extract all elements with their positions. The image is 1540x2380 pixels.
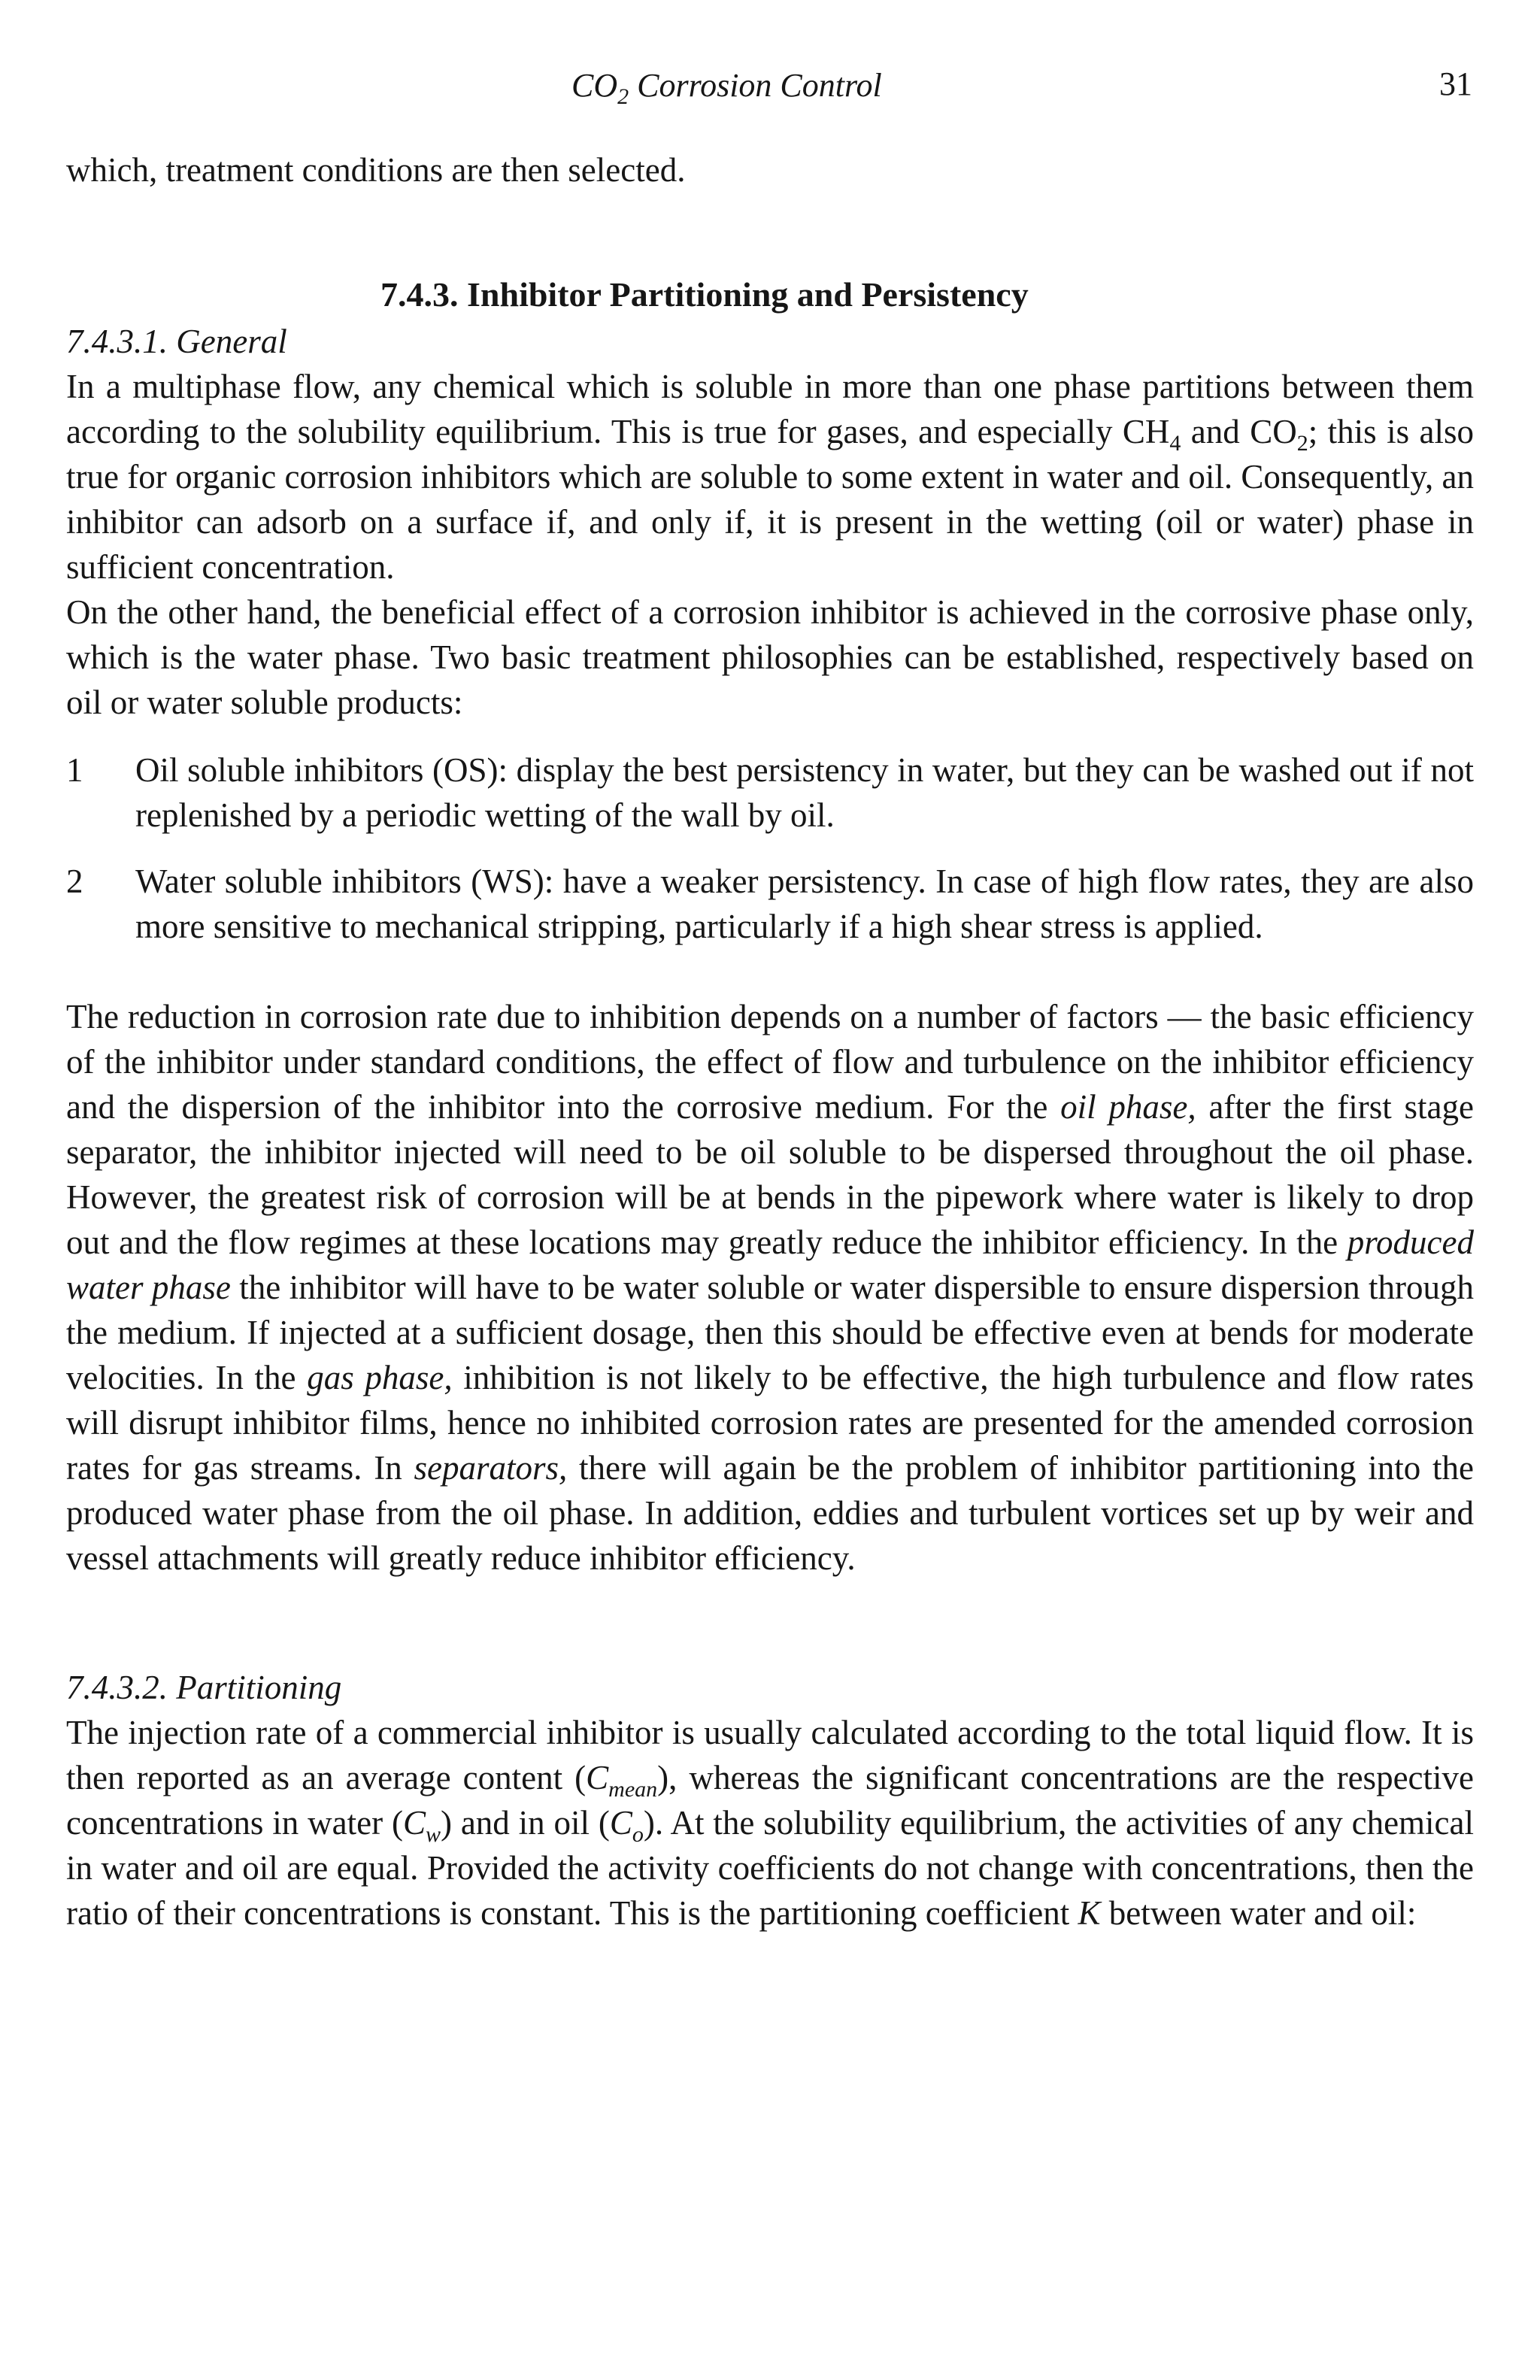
list-number: 2 [66, 863, 83, 900]
general-paragraph-2: On the other hand, the beneficial effect of a corrosion inhibitor is achieved in the corrosive phase only, which is the water phase. Two basic treatment philosophies can be established, respectively based on oil or water soluble products: [66, 593, 1474, 721]
section-heading: 7.4.3. Inhibitor Partitioning and Persistency [380, 275, 1029, 314]
list-item [66, 747, 1474, 838]
treatment-list [66, 747, 1474, 949]
page-content [66, 147, 1474, 1936]
partitioning-heading: 7.4.3.2. Partitioning [66, 1669, 342, 1706]
running-title-subscript: 2 [617, 83, 629, 109]
intro-line: which, treatment conditions are then selected. [66, 151, 686, 189]
general-paragraph-1: In a multiphase flow, any chemical which is soluble in more than one phase partitions between them according to the solubility equilibrium. This is true for gases, and especially $CH_4$ and $CO_2$; this is also true for organic corrosion inhibitors which are soluble to some extent in water and oil. Consequently, an inhibitor can adsorb on a surface if, and only if, it is present in the wetting (oil or water) phase in sufficient concentration. [66, 368, 1474, 586]
running-title-text: Corrosion Control [629, 67, 882, 104]
general-paragraph-3: The reduction in corrosion rate due to inhibition depends on a number of factors — the basic efficiency of the inhibitor under standard conditions, the effect of flow and turbulence on the inhibitor efficiency and the dispersion of the inhibitor into the corrosive medium. For the oil phase, after the first stage separator, the inhibitor injected will need to be oil soluble to be dispersed throughout the oil phase. However, the greatest risk of corrosion will be at bends in the pipework where water is likely to drop out and the flow regimes at these locations may greatly reduce the inhibitor efficiency. In the produced water phase the inhibitor will have to be water soluble or water dispersible to ensure dispersion through the medium. If injected at a sufficient dosage, then this should be effective even at bends for moderate velocities. In the gas phase, inhibition is not likely to be effective, the high turbulence and flow rates will disrupt inhibitor films, hence no inhibited corrosion rates are presented for the amended corrosion rates for gas streams. In separators, there will again be the problem of inhibitor partitioning into the produced water phase from the oil phase. In addition, eddies and turbulent vortices set up by weir and vessel attachments will greatly reduce inhibitor efficiency. [66, 998, 1475, 1577]
partitioning-paragraph-1: The injection rate of a commercial inhibitor is usually calculated according to the total liquid flow. It is then reported as an average content $(C_{mean})$, whereas the significant concentrations are the respective concentrations in water $(C_w)$ and in oil $(C_o)$. At the solubility equilibrium, the activities of any chemical in water and oil are equal. Provided the activity coefficients do not change with concentrations, then the ratio of their concentrations is constant. This is the partitioning coefficient K between water and oil: [66, 1714, 1474, 1932]
page-number: 31 [1439, 65, 1472, 102]
running-head [571, 66, 882, 110]
running-title-co: CO [571, 67, 618, 104]
list-number: 1 [66, 751, 83, 789]
general-heading: 7.4.3.1. General [66, 323, 287, 360]
list-text: Water soluble inhibitors (WS): have a weaker persistency. In case of high flow rates, they are also more sensitive to mechanical stripping, particularly if a high shear stress is applied. [135, 863, 1474, 945]
list-text: Oil soluble inhibitors (OS): display the best persistency in water, but they can be washed out if not replenished by a periodic wetting of the wall by oil. [135, 751, 1474, 834]
list-item [66, 859, 1474, 949]
